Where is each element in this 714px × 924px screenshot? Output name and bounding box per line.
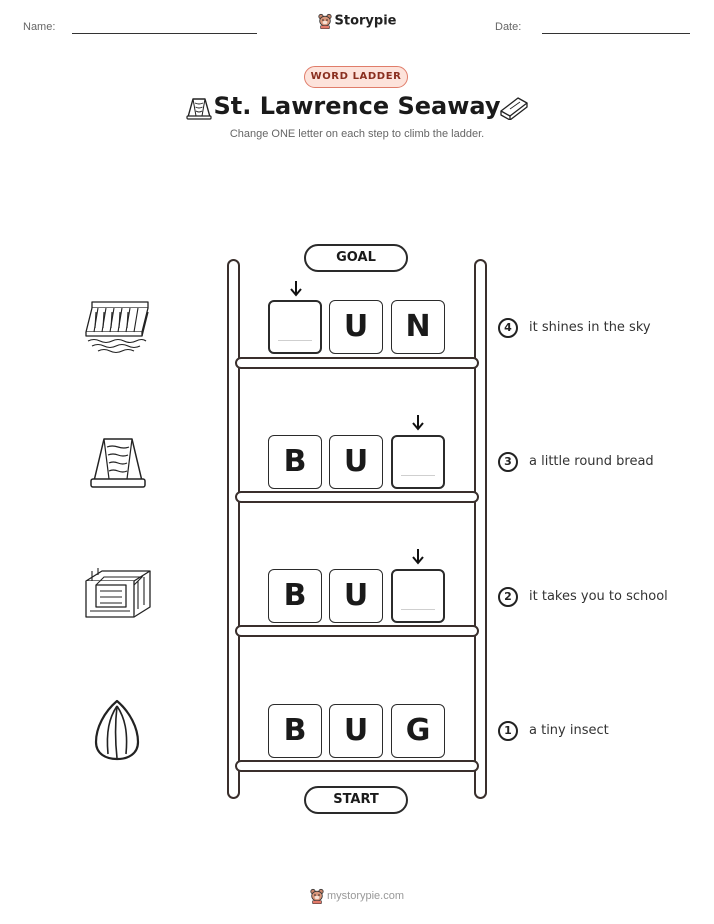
start-label: START <box>304 786 408 814</box>
name-label: Name: <box>23 21 56 33</box>
ladder-left-rail <box>228 260 239 798</box>
change-arrow-icon <box>411 548 425 566</box>
clue-text: a tiny insect <box>529 723 609 738</box>
worksheet-instructions: Change ONE letter on each step to climb the ladder. <box>229 128 485 140</box>
worksheet-type-badge: WORD LADDER <box>304 66 408 88</box>
letter-tile: B <box>268 704 322 758</box>
ladder-rung <box>236 492 478 502</box>
worksheet-title: St. Lawrence Seaway <box>213 92 501 120</box>
letter-tile: U <box>329 704 383 758</box>
letter-tile: U <box>329 300 383 354</box>
ladder-right-rail <box>475 260 486 798</box>
letter-tile-blank[interactable] <box>391 569 445 623</box>
letter-tile: G <box>391 704 445 758</box>
step-number: 3 <box>498 452 518 472</box>
ladder-rung <box>236 626 478 636</box>
lock-chamber-icon <box>82 567 154 625</box>
seed-icon <box>92 698 142 762</box>
letter-tile: U <box>329 569 383 623</box>
step-number: 1 <box>498 721 518 741</box>
letter-tile: B <box>268 435 322 489</box>
canal-lock-icon <box>88 433 148 489</box>
footer-url[interactable]: mystorypie.com <box>326 890 405 902</box>
step-number: 2 <box>498 587 518 607</box>
brand-name: Storypie <box>334 13 397 29</box>
letter-tile: N <box>391 300 445 354</box>
letter-tile-blank[interactable] <box>391 435 445 489</box>
change-arrow-icon <box>411 414 425 432</box>
letter-tile: B <box>268 569 322 623</box>
clue-text: it shines in the sky <box>529 320 651 335</box>
ladder-rung <box>236 761 478 771</box>
goal-label: GOAL <box>304 244 408 272</box>
footer <box>0 888 714 904</box>
dam-icon <box>82 296 154 354</box>
ladder-rung <box>236 358 478 368</box>
step-number: 4 <box>498 318 518 338</box>
clue-text: it takes you to school <box>529 589 668 604</box>
change-arrow-icon <box>289 280 303 298</box>
date-label: Date: <box>495 21 522 33</box>
clue-text: a little round bread <box>529 454 654 469</box>
letter-tile: U <box>329 435 383 489</box>
bear-logo-icon <box>310 888 324 904</box>
letter-tile-blank[interactable] <box>268 300 322 354</box>
